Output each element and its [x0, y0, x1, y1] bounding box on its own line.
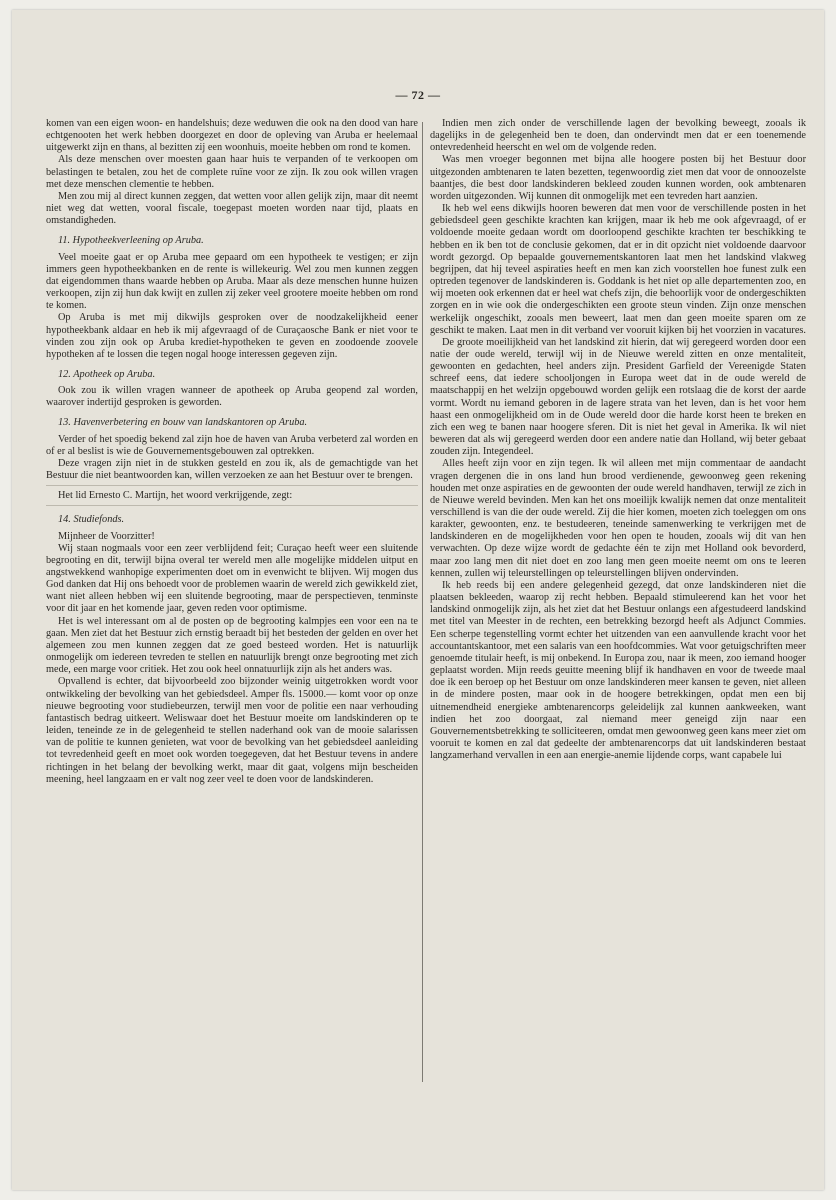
document-page	[12, 10, 824, 1190]
paragraph: Deze vragen zijn niet in de stukken gesteld en zou ik, als de gemachtigde van het Bestuur die niet beantwoorden kan, willen verzoeken ze aan het Bestuur over te brengen.	[46, 457, 418, 482]
paragraph: Alles heeft zijn voor en zijn tegen. Ik wil alleen met mijn commentaar de aandacht vragen dergenen die in ons land hun brood verdienende, gewoonweg geen rekening houden met onze aspiraties en de gewoonten der oude wereld handhaven, terwijl ze zich in de Nieuwe wereld bevinden. Men kan het ons moeilijk kwalijk nemen dat onze mentaliteit verschillend is van die der oude wereld. Zij die hier komen, moeten zich toeleggen om ons karakter, gewoonten, enz. te bestudeeren, teneinde samenwerking te verkrijgen met de landskinderen en de mogelijkheden voor hen open te houden, zooals wij dit van hen verwachten. Op deze wijze wordt de gedachte één te zijn met Holland ook bevorderd, maar zoo lang men dit niet doet en zoo lang men geen moeite neemt om ons te leeren kennen, zullen wij teleurstellingen op teleurstellingen blijven ondervinden.	[430, 458, 806, 579]
page-number: — 72 —	[395, 88, 441, 102]
paragraph: Indien men zich onder de verschillende lagen der bevolking beweegt, zooals ik dagelijks in de gelegenheid ben te doen, dan ondervindt men dat er een toenemende ontevredenheid heerscht en wel om de volgende reden.	[430, 118, 806, 154]
paragraph: Op Aruba is met mij dikwijls gesproken over de noodzakelijkheid eener hypotheekbank aldaar en heb ik mij afgevraagd of de Curaçaosche Bank er niet voor te vinden zou zijn ook op Aruba krediet-hypotheken te geven en zoodoende zoovele hypotheken af te lossen die tegen nogal hooge interessen gegeven zijn.	[46, 312, 418, 360]
section-rule	[46, 485, 418, 486]
paragraph: Mijnheer de Voorzitter!	[58, 530, 155, 542]
paragraph: Het is wel interessant om al de posten op de begrooting kalmpjes een voor een na te gaan. Men ziet dat het Bestuur zich ernstig beraadt bij het besteden der gelden en over het algemeen zou men kunnen zeggen dat ze goed besteed worden. Het is natuurlijk onmogelijk om iedereen tevreden te stellen en natuurlijk brengt onze begrooting met zich mede, een marge voor critiek. Het zou ook heel onnatuurlijk zijn als het anders was.	[46, 615, 418, 676]
section-heading: 14. Studiefonds.	[58, 514, 125, 526]
paragraph: Men zou mij al direct kunnen zeggen, dat wetten voor allen gelijk zijn, maar dit neemt niet weg dat wetten, vooral fiscale, toegepast moeten worden naar tijd, plaats en omstandigheden.	[46, 190, 418, 227]
section-heading: 11. Hypotheekverleening op Aruba.	[58, 235, 204, 247]
section-rule	[46, 505, 418, 506]
column-divider	[422, 122, 423, 1082]
paragraph: Als deze menschen over moesten gaan haar huis te verpanden of te verkoopen om belastingen te betalen, zou het de complete ruïne voor ze zijn. Ik zou ook willen vragen met deze menschen clementie te hebben.	[46, 154, 418, 190]
paragraph: Het lid Ernesto C. Martijn, het woord verkrijgende, zegt:	[58, 490, 293, 502]
paragraph: Veel moeite gaat er op Aruba mee gepaard om een hypotheek te vestigen; er zijn immers geen hypotheekbanken en de rente is willekeurig. Wel zou men kunnen zeggen dat eigendommen thans waarde hebben op Aruba. Maar als deze menschen hunne huizen verkoopen, zijn zij hun dak kwijt en zullen zij zeker veel grootere moeite hebben om rond te komen.	[46, 251, 418, 312]
paragraph: De groote moeilijkheid van het landskind zit hierin, dat wij geregeerd worden door een natie der oude wereld, terwijl wij in de Nieuwe wereld zitten en onze mentaliteit, gewoonten en gedachten, heel anders zijn. President Garfield der Vereenigde Staten schreef eens, dat iedere schooljongen in Europa weet dat in de oude wereld de maatschappij en het welzijn opgebouwd worden gelijk een rotslaag die de korst der aarde vormt. Wordt nu iemand geboren in de lagere strata van het leven, dan is het voor hem haast een onmogelijkheid om in de Oude wereld door die harde korst heen te breken en zich een weg te banen naar hoogere sferen. Dit is niet het geval in Amerika. Ik wil niet beweren dat als wij geregeerd werden door een andere natie dan Holland, wij beter gebaat zouden zijn. Integendeel.	[430, 336, 806, 458]
paragraph: Verder of het spoedig bekend zal zijn hoe de haven van Aruba verbeterd zal worden en of er al beslist is wie de Gouvernementsgebouwen zal optrekken.	[46, 433, 418, 457]
paragraph: Ook zou ik willen vragen wanneer de apotheek op Aruba geopend zal worden, waarover indertijd gesproken is geworden.	[46, 385, 418, 409]
paragraph: Opvallend is echter, dat bijvoorbeeld zoo bijzonder weinig uitgetrokken wordt voor ontwikkeling der bevolking van het gebiedsdeel. Amper fls. 15000.— komt voor op onze nieuwe begrooting voor studiebeurzen, terwijl men voor de politie een naar verhouding fantastisch bedrag uitkeert. Weliswaar doet het Bestuur moeite om landskinderen op te leiden, teneinde ze in de gelegenheid te stellen naderhand ook van de mooie salarissen van de politie te kunnen genieten, wat voor de bevolking van het gebiedsdeel aanleiding tot tevredenheid geeft en moet ook worden toegegeven, dat het Bestuur tevens in andere richtingen in het belang der bevolking werkt, maar dit gaat, volgens mijn bescheiden meening, heel langzaam en er valt nog zeer veel te doen voor de landskinderen.	[46, 676, 418, 785]
section-heading: 13. Havenverbetering en bouw van landskantoren op Aruba.	[58, 417, 308, 429]
paragraph: Was men vroeger begonnen met bijna alle hoogere posten bij het Bestuur door uitgezonden ambtenaren te laten bezetten, tegenwoordig ziet men dat voor de onnoozelste baantjes, die best door landskinderen bekleed zouden kunnen worden, ook ambtenaren worden uitgezonden. Wij kunnen dit onmogelijk met een tevreden hart aanzien.	[430, 154, 806, 202]
right-column	[430, 118, 806, 1118]
paragraph: komen van een eigen woon- en handelshuis; deze weduwen die ook na den dood van hare echtgenooten het werk hebben doorgezet en door de opleving van Aruba er heelemaal uitgewerkt zijn en thans, al bezitten zij een woonhuis, moeite hebben om rond te komen.	[46, 118, 418, 154]
paragraph: Ik heb reeds bij een andere gelegenheid gezegd, dat onze landskinderen niet die plaatsen bekleeden, waarop zij recht hebben. Bepaald stimuleerend kan het voor het landskind onmogelijk zijn, als het ziet dat het Bestuur onlangs een afgestudeerd landskind met titel van Meester in de rechten, een betrekking bezorgd heeft als Adjunct Commies. Een scherpe tegenstelling vormt echter het uitzenden van een aanvullende kracht voor het accountantskantoor, met een salaris van een hoofdcommies. Wat voor getuigschriften meer genoemde titulair heeft, is mij onbekend. In Europa zou, naar ik meen, zoo iemand hooger geplaatst worden. Mijn reeds geuitte meening blijf ik handhaven en voor de tweede maal doe ik een beroep op het Bestuur om onze landskinderen meer kansen te geven, niet alleen in de mindere posten, maar ook in de hoogere betrekkingen, opdat men een bij uitnemendheid energieke ambtenarencorps geleidelijk zal kunnen aankweeken, want indien het zoo doorgaat, zal niemand meer geneigd zijn naar een Gouvernementsbetrekking te solliciteeren, omdat men gewoonweg geen kans meer ziet om vooruit te komen en zal dat gedeelte der ambtenarencorps dat uit landskinderen bestaat langzamerhand vervallen in een aan energie-anemie lijdende corps, want capabele lui	[430, 579, 806, 762]
left-column	[46, 118, 418, 1098]
paragraph: Ik heb wel eens dikwijls hooren beweren dat men voor de verschillende posten in het gebiedsdeel geen geschikte krachten kan krijgen, maar ik heb me ook afgevraagd, of er voldoende moeite gedaan wordt om doorloopend geschikte krachten ter beschikking te hebben en ik ben tot de conclusie gekomen, dat er in dit opzicht niet voldoende daarvoor wordt gezorgd. Op bepaalde gouvernementskantoren laat men het landskind vlakweg begrijpen, dat hij teveel aspiraties heeft en men kan zich voorstellen hoe funest zulk een optreden tegenover de landskinderen is. Goddank is het niet op alle departementen zoo, en wij moeten ook erkennen dat er heel wat chefs zijn, die behoorlijk voor de ondergeschikten zorgen en in wie ook die ondergeschikten een groote steun vinden. Zijn onze menschen werkelijk ongeschikt, zooals men beweert, laat men dan geen moeite sparen om ze geschikt te maken. Laat men in dit verband ver vooruit kijken bij het voorzien in vacatures.	[430, 203, 806, 336]
section-heading: 12. Apotheek op Aruba.	[58, 368, 156, 380]
paragraph: Wij staan nogmaals voor een zeer verblijdend feit; Curaçao heeft weer een sluitende begrooting en dit, terwijl bijna overal ter wereld men alle mogelijke middelen uitput en angstwekkend wanhopige experimenten doet om in evenwicht te blijven. Wij mogen dus God danken dat Hij ons behoedt voor de problemen waarin de wereld zich gewikkeld ziet, want niet alleen hebben wij een sluitende begrooting, maar de perspectieven, tenminste voor dit jaar en het komende jaar, geven reden voor optimisme.	[46, 542, 418, 615]
